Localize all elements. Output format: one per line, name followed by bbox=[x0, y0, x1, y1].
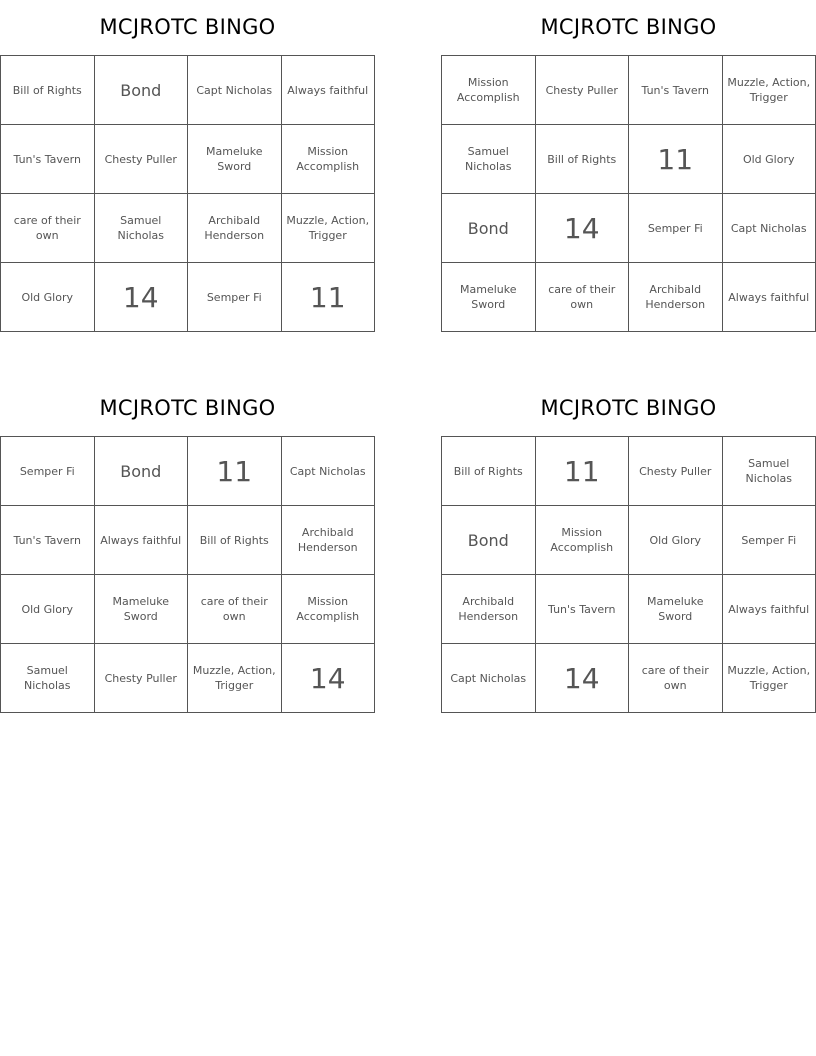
bingo-cell: Bond bbox=[94, 56, 188, 125]
bingo-cell: 11 bbox=[629, 125, 723, 194]
grid-row bbox=[442, 56, 816, 125]
bingo-cell: 14 bbox=[281, 644, 375, 713]
bingo-cell: Mission Accomplish bbox=[281, 125, 375, 194]
bingo-cell: Semper Fi bbox=[722, 506, 816, 575]
bingo-cell: Old Glory bbox=[1, 575, 95, 644]
bingo-cell: care of their own bbox=[188, 575, 282, 644]
bingo-cell: Mission Accomplish bbox=[535, 506, 629, 575]
bingo-grid bbox=[441, 55, 816, 332]
bingo-cell: Bill of Rights bbox=[1, 56, 95, 125]
bingo-cell: Bill of Rights bbox=[535, 125, 629, 194]
bingo-cell: Samuel Nicholas bbox=[1, 644, 95, 713]
bingo-cell: Tun's Tavern bbox=[1, 125, 95, 194]
bingo-cell: Always faithful bbox=[722, 263, 816, 332]
grid-row bbox=[1, 575, 375, 644]
bingo-cell: Muzzle, Action, Trigger bbox=[722, 644, 816, 713]
bingo-cell: Bond bbox=[94, 437, 188, 506]
bingo-cell: Always faithful bbox=[94, 506, 188, 575]
bingo-cell: Chesty Puller bbox=[94, 644, 188, 713]
bingo-card-3 bbox=[0, 381, 375, 713]
bingo-cell: care of their own bbox=[1, 194, 95, 263]
bingo-cell: Always faithful bbox=[722, 575, 816, 644]
bingo-cell: Samuel Nicholas bbox=[442, 125, 536, 194]
grid-row bbox=[1, 506, 375, 575]
grid-row bbox=[442, 125, 816, 194]
card-title: MCJROTC BINGO bbox=[540, 15, 717, 39]
bingo-cell: 14 bbox=[535, 194, 629, 263]
bingo-cell: Muzzle, Action, Trigger bbox=[722, 56, 816, 125]
grid-row bbox=[442, 506, 816, 575]
bingo-cell: Chesty Puller bbox=[94, 125, 188, 194]
bingo-cell: Tun's Tavern bbox=[535, 575, 629, 644]
grid-row bbox=[1, 263, 375, 332]
grid-row bbox=[1, 125, 375, 194]
bingo-cell: Old Glory bbox=[629, 506, 723, 575]
bingo-cell: care of their own bbox=[629, 644, 723, 713]
bingo-cell: Capt Nicholas bbox=[281, 437, 375, 506]
bingo-cell: Capt Nicholas bbox=[442, 644, 536, 713]
bingo-cell: Archibald Henderson bbox=[188, 194, 282, 263]
card-title: MCJROTC BINGO bbox=[99, 396, 276, 420]
bingo-cell: Old Glory bbox=[1, 263, 95, 332]
bingo-cell: Capt Nicholas bbox=[722, 194, 816, 263]
grid-row bbox=[442, 194, 816, 263]
bingo-cell: Chesty Puller bbox=[535, 56, 629, 125]
bingo-cell: Archibald Henderson bbox=[442, 575, 536, 644]
grid-row bbox=[1, 56, 375, 125]
card-title: MCJROTC BINGO bbox=[540, 396, 717, 420]
grid-row bbox=[442, 644, 816, 713]
bingo-cell: Bond bbox=[442, 506, 536, 575]
bingo-cell: Semper Fi bbox=[188, 263, 282, 332]
bingo-cell: 14 bbox=[535, 644, 629, 713]
bingo-cell: Muzzle, Action, Trigger bbox=[188, 644, 282, 713]
bingo-cell: Tun's Tavern bbox=[629, 56, 723, 125]
bingo-cell: Mameluke Sword bbox=[629, 575, 723, 644]
bingo-card-2 bbox=[441, 0, 816, 332]
grid-row bbox=[1, 437, 375, 506]
bingo-cell: Mameluke Sword bbox=[94, 575, 188, 644]
bingo-grid bbox=[0, 436, 375, 713]
bingo-cell: 11 bbox=[535, 437, 629, 506]
grid-row bbox=[442, 437, 816, 506]
bingo-grid bbox=[0, 55, 375, 332]
bingo-cell: Capt Nicholas bbox=[188, 56, 282, 125]
bingo-cell: Bill of Rights bbox=[442, 437, 536, 506]
bingo-grid bbox=[441, 436, 816, 713]
bingo-cell: Bond bbox=[442, 194, 536, 263]
grid-row bbox=[1, 194, 375, 263]
bingo-cell: Semper Fi bbox=[629, 194, 723, 263]
bingo-cell: Chesty Puller bbox=[629, 437, 723, 506]
bingo-cell: 11 bbox=[281, 263, 375, 332]
bingo-cell: Samuel Nicholas bbox=[722, 437, 816, 506]
bingo-cell: Old Glory bbox=[722, 125, 816, 194]
grid-row bbox=[442, 263, 816, 332]
bingo-cell: Archibald Henderson bbox=[629, 263, 723, 332]
bingo-cell: Tun's Tavern bbox=[1, 506, 95, 575]
bingo-cell: Archibald Henderson bbox=[281, 506, 375, 575]
bingo-cell: Mameluke Sword bbox=[188, 125, 282, 194]
bingo-cell: Muzzle, Action, Trigger bbox=[281, 194, 375, 263]
grid-row bbox=[1, 644, 375, 713]
bingo-cell: Semper Fi bbox=[1, 437, 95, 506]
bingo-cell: care of their own bbox=[535, 263, 629, 332]
bingo-cell: 14 bbox=[94, 263, 188, 332]
bingo-cell: 11 bbox=[188, 437, 282, 506]
card-title: MCJROTC BINGO bbox=[99, 15, 276, 39]
bingo-cell: Bill of Rights bbox=[188, 506, 282, 575]
grid-row bbox=[442, 575, 816, 644]
bingo-cell: Always faithful bbox=[281, 56, 375, 125]
bingo-card-4 bbox=[441, 381, 816, 713]
bingo-cell: Mission Accomplish bbox=[442, 56, 536, 125]
bingo-card-1 bbox=[0, 0, 375, 332]
bingo-cell: Mission Accomplish bbox=[281, 575, 375, 644]
bingo-cell: Mameluke Sword bbox=[442, 263, 536, 332]
bingo-cell: Samuel Nicholas bbox=[94, 194, 188, 263]
